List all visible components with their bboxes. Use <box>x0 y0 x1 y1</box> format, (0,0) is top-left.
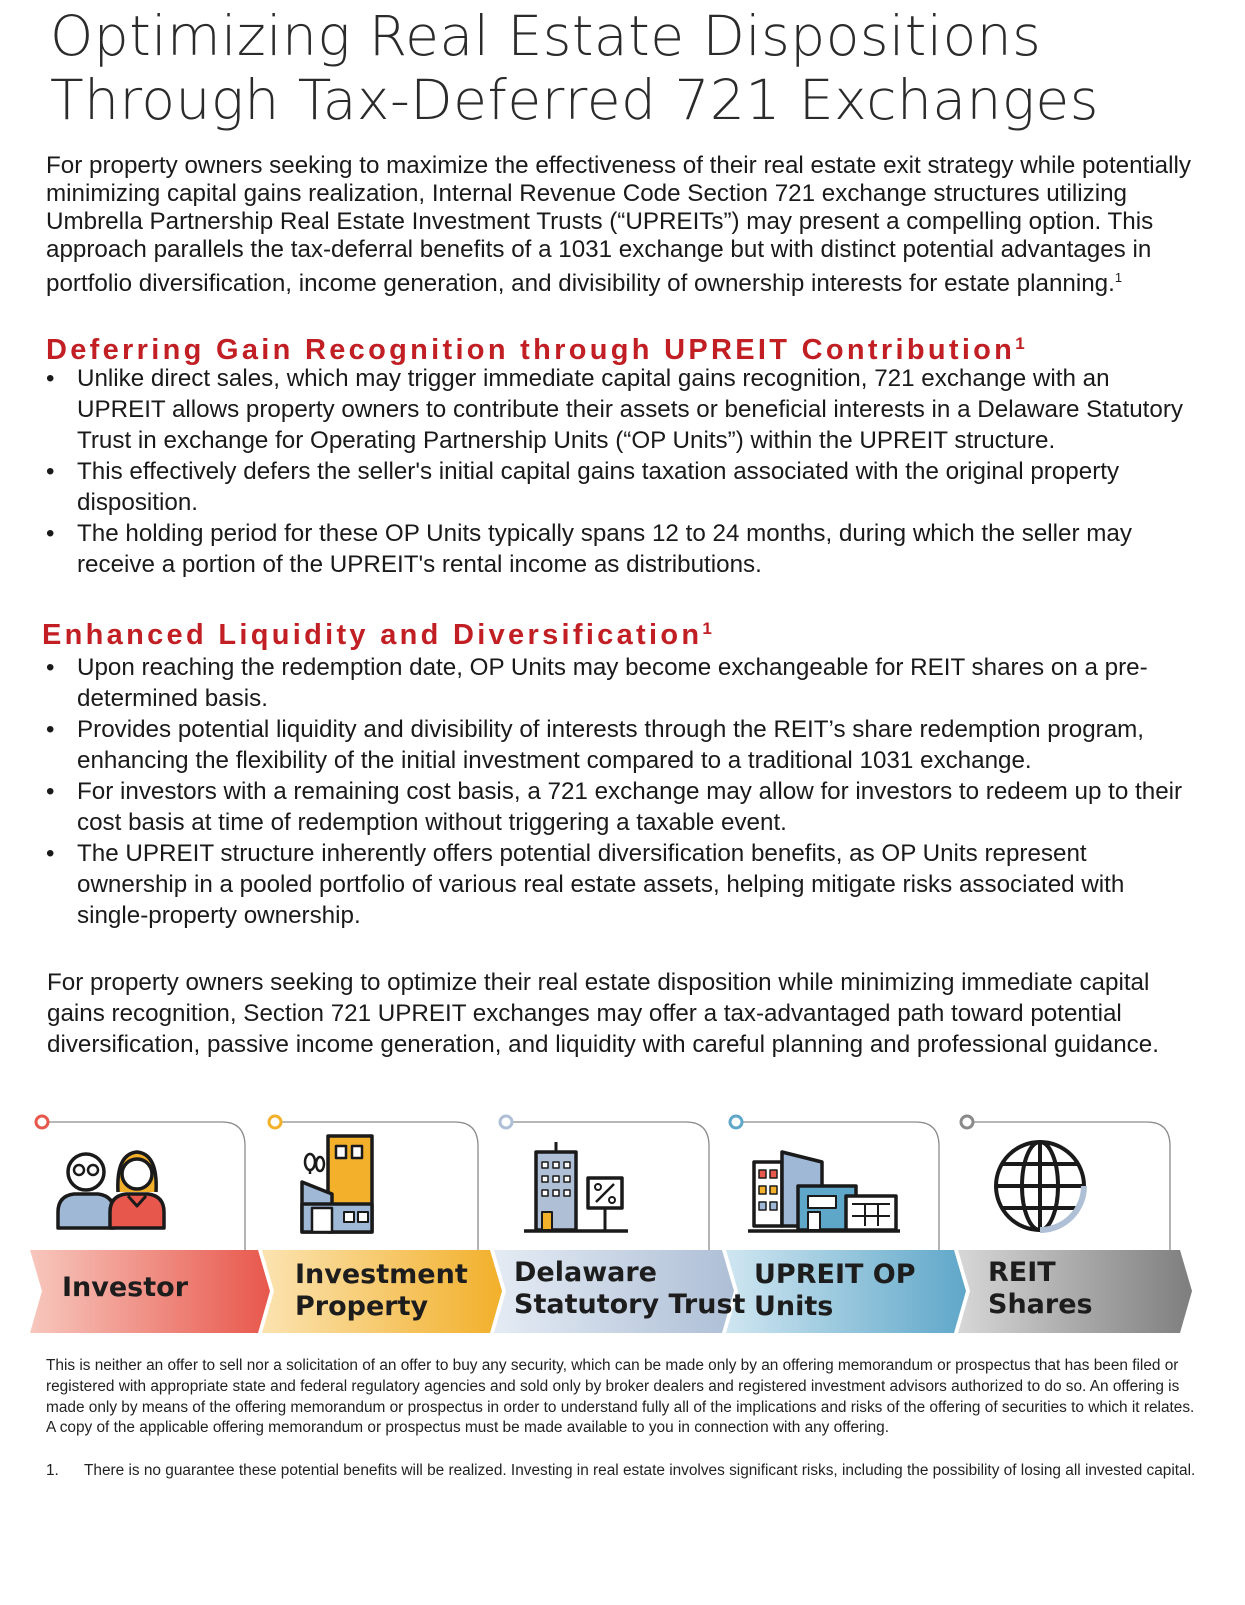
node-dot <box>36 1116 48 1128</box>
list-item: • Provides potential liquidity and divisibility of interests through the REIT’s share redemption program, enhancing the flexibility of the initial investment compared to a traditional 1031 exchange. <box>44 714 1184 776</box>
stage-label-investor <box>62 1272 188 1304</box>
node-dot <box>500 1116 512 1128</box>
section-heading-deferring <box>46 327 1025 367</box>
list-item: • Upon reaching the redemption date, OP Units may become exchangeable for REIT shares on a pre-determined basis. <box>44 652 1184 714</box>
stage-label-line: REIT <box>988 1257 1056 1288</box>
section-heading-text: Deferring Gain Recognition through UPREIT Contribution <box>46 334 1016 366</box>
list-item: • For investors with a remaining cost basis, a 721 exchange may allow for investors to redeem up to their cost basis at time of redemption without triggering a taxable event. <box>44 776 1184 838</box>
intro-footnote-ref: 1 <box>1114 270 1123 285</box>
footnote <box>46 1461 1196 1482</box>
stage-label-line: Statutory Trust <box>514 1289 746 1320</box>
stage-label-line: Units <box>754 1291 834 1322</box>
stage-label-reit <box>988 1257 1093 1321</box>
footnote-text: There is no guarantee these potential benefits will be realized. Investing in real estate involves significant risks, including the possibility of losing all invested capital. <box>84 1462 1196 1479</box>
stage-label-property <box>295 1259 468 1323</box>
stage-label-trust <box>514 1257 745 1321</box>
section-footnote-ref: 1 <box>1015 334 1025 353</box>
section-footnote-ref: 1 <box>702 619 712 638</box>
intro-paragraph <box>46 152 1196 298</box>
stage-label-opunits <box>754 1259 916 1323</box>
list-item: • This effectively defers the seller's initial capital gains taxation associated with the original property disposition. <box>44 456 1184 518</box>
list-item: • The holding period for these OP Units typically spans 12 to 24 months, during which the seller may receive a portion of the UPREIT's rental income as distributions. <box>44 518 1184 580</box>
disclaimer-text: This is neither an offer to sell nor a solicitation of an offer to buy any security, which can be made only by an offering memorandum or prospectus that has been filed or registered with appropriate state and federal regulatory agencies and sold only by broker dealers and registered investment advisors authorized to do so. An offering is made only by means of the offering memorandum or prospectus in order to understand fully all of the implications and risks of the offering of securities to which it relates. A copy of the applicable offering memorandum or prospectus must be made available to you in connection with any offering. <box>46 1357 1195 1437</box>
title-line-2: Through Tax-Deferred 721 Exchanges <box>50 68 1099 132</box>
section-heading-liquidity <box>42 612 712 652</box>
footnote-number: 1. <box>46 1462 59 1479</box>
list-item: • Unlike direct sales, which may trigger immediate capital gains recognition, 721 exchange with an UPREIT allows property owners to contribute their assets or beneficial interests in a Delaware Statutory Trust in exchange for Operating Partnership Units (“OP Units”) within the UPREIT structure. <box>44 363 1184 456</box>
closing-paragraph: For property owners seeking to optimize their real estate disposition while minimizing immediate capital gains recognition, Section 721 UPREIT exchanges may offer a tax-advantaged path toward potential diversification, passive income generation, and liquidity with careful planning and professional guidance. <box>47 969 1159 1058</box>
title-line-1: Optimizing Real Estate Dispositions <box>50 4 1042 68</box>
node-dot <box>730 1116 742 1128</box>
stage-label-line: Investor <box>62 1272 189 1303</box>
stage-label-line: Investment <box>295 1259 468 1290</box>
page-title <box>50 4 1200 132</box>
bullet-list-deferring <box>44 363 1184 580</box>
intro-text: For property owners seeking to maximize the effectiveness of their real estate exit strategy while potentially minimizing capital gains realization, Internal Revenue Code Section 721 exchange structures utilizing Umbrella Partnership Real Estate Investment Trusts (“UPREITs”) may present a compelling option. This approach parallels the tax-deferral benefits of a 1031 exchange but with distinct potential advantages in portfolio diversification, income generation, and divisibility of ownership interests for estate planning. <box>46 152 1191 298</box>
list-item: • The UPREIT structure inherently offers potential diversification benefits, as OP Units represent ownership in a pooled portfolio of various real estate assets, helping mitigate risks associated with single-property ownership. <box>44 838 1184 931</box>
node-dot <box>961 1116 973 1128</box>
section-heading-text: Enhanced Liquidity and Diversification <box>42 619 703 651</box>
stage-label-line: UPREIT OP <box>754 1259 916 1290</box>
property-building-icon <box>302 1136 372 1232</box>
trust-office-icon <box>524 1142 628 1231</box>
bullet-list-liquidity <box>44 652 1184 931</box>
node-dot <box>269 1116 281 1128</box>
stage-label-line: Delaware <box>514 1257 657 1288</box>
stage-label-line: Shares <box>988 1289 1093 1320</box>
investors-icon <box>58 1152 164 1228</box>
exchange-flow-diagram <box>0 1100 1245 1350</box>
portfolio-buildings-icon <box>748 1152 900 1231</box>
globe-icon <box>996 1142 1084 1230</box>
stage-label-line: Property <box>295 1291 429 1322</box>
